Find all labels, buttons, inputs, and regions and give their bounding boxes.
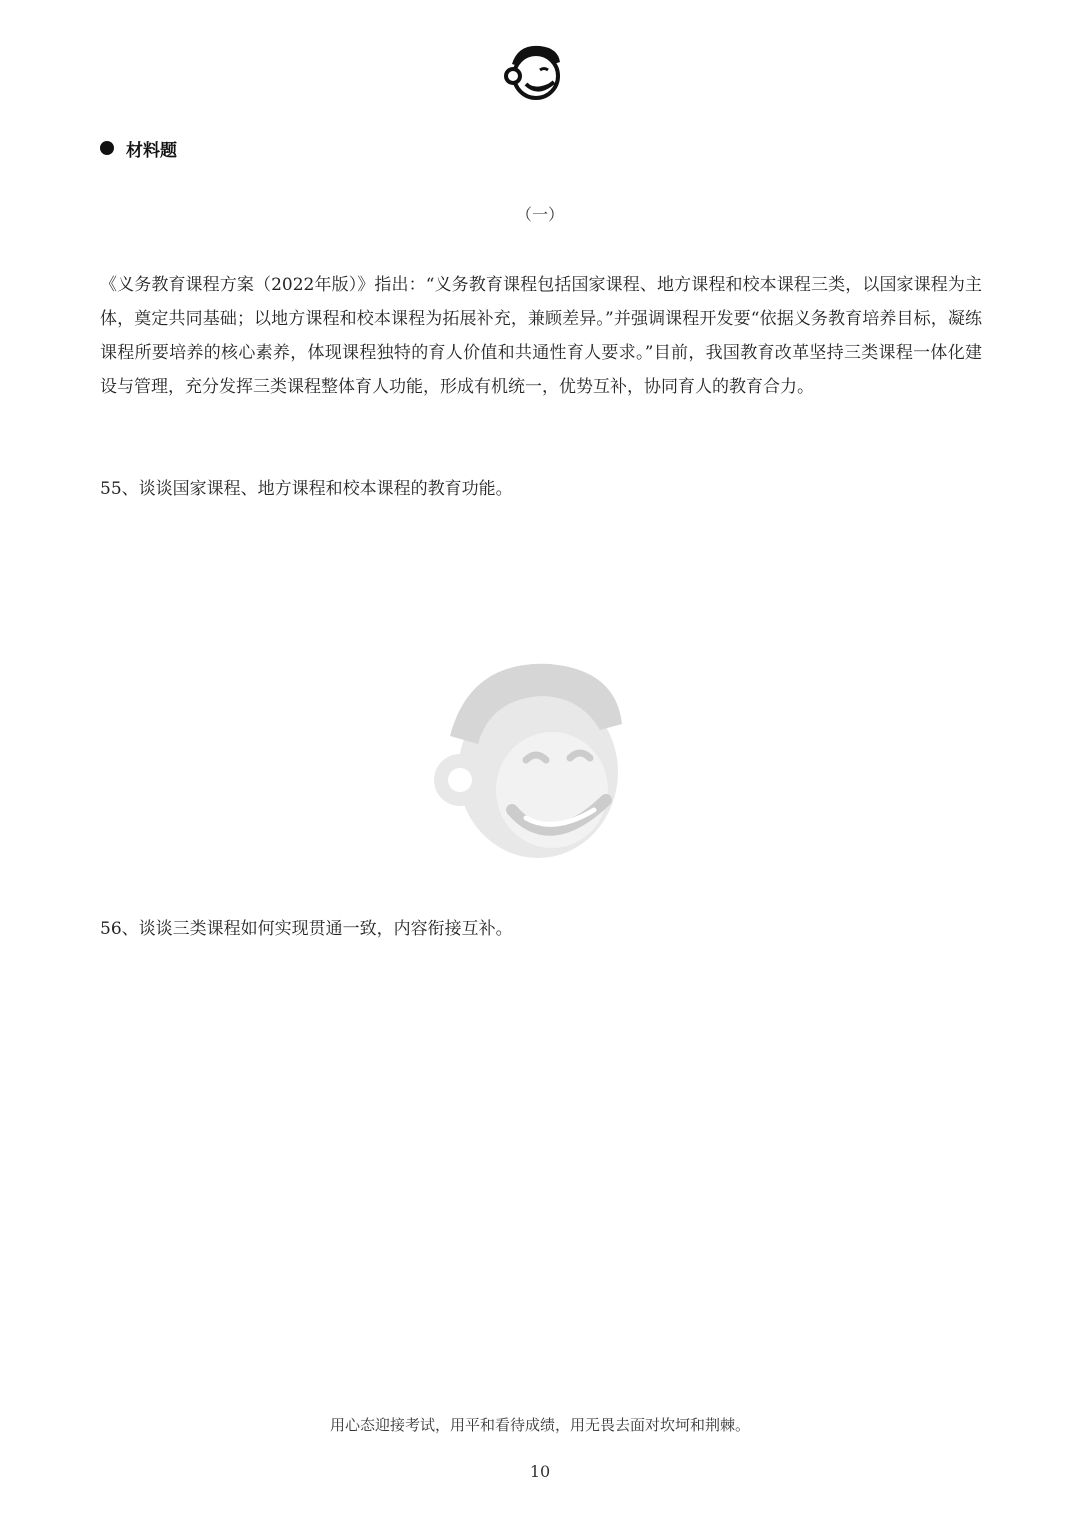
section-heading-label: 材料题 [126, 140, 177, 161]
question-56: 56、谈谈三类课程如何实现贯通一致，内容衔接互补。 [100, 919, 513, 939]
footer-motto: 用心态迎接考试，用平和看待成绩，用无畏去面对坎坷和荆棘。 [329, 1416, 750, 1434]
material-paragraph: 《义务教育课程方案（2022年版）》指出：“义务教育课程包括国家课程、地方课程和校本课程三类，以国家课程为主体，奠定共同基础；以地方课程和校本课程为拓展补充，兼顾差异。”并强调课程开发要“依据义务教育培养目标，凝练课程所要培养的核心素养，体现课程独特的育人价值和共通性育人要求。”目前，我国教育改革坚持三类课程一体化建设与管理，充分发挥三类课程整体育人功能，形成有机统一，优势互补，协同育人的教育合力。 [100, 275, 982, 397]
page-number: 10 [529, 1462, 551, 1481]
question-55: 55、谈谈国家课程、地方课程和校本课程的教育功能。 [100, 479, 513, 499]
monkey-mascot-watermark-icon [430, 640, 630, 870]
monkey-mascot-icon [504, 40, 564, 102]
part-number: （一） [515, 205, 564, 224]
section-heading [100, 134, 177, 162]
bullet-icon [100, 141, 114, 155]
